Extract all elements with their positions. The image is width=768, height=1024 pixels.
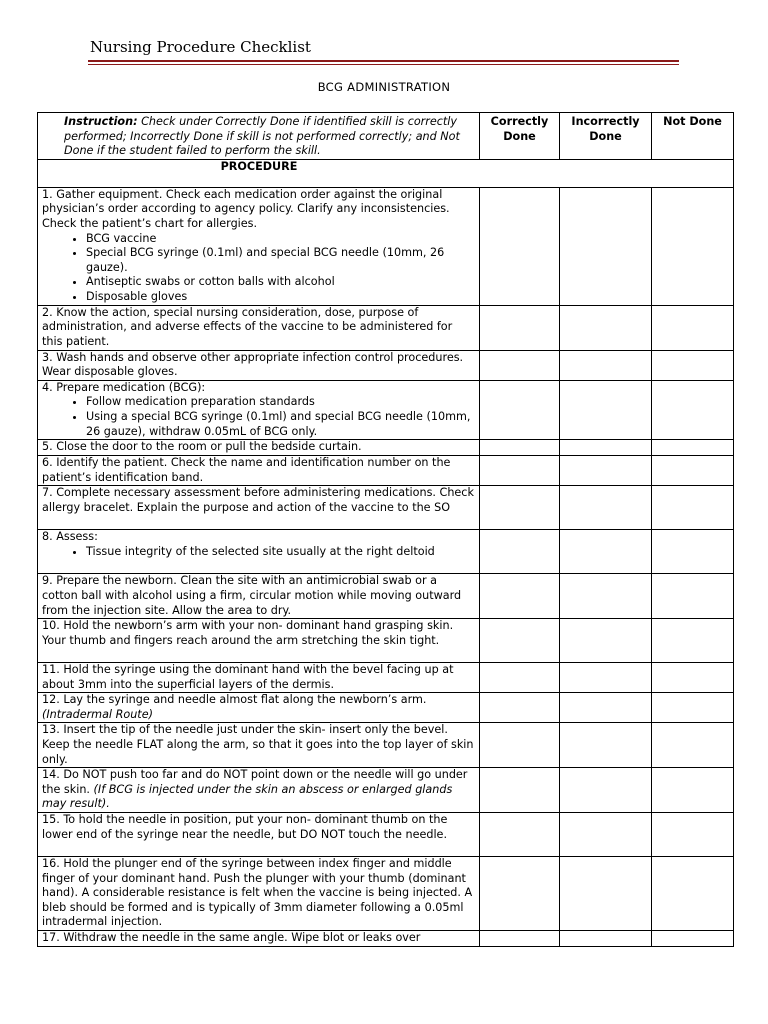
check-cell-correct[interactable] — [480, 663, 560, 693]
check-cell-correct[interactable] — [480, 693, 560, 723]
step-text: 8. Assess: • Tissue integrity of the selected site usually at the right deltoid — [38, 530, 480, 574]
check-cell-incorrect[interactable] — [560, 813, 652, 857]
step-row-5 — [38, 440, 734, 456]
step-text: 10. Hold the newborn’s arm with your non- dominant hand grasping skin. Your thumb and fingers reach around the arm stretching the skin tight. — [38, 619, 480, 663]
step-row-7 — [38, 486, 734, 530]
step-text: 17. Withdraw the needle in the same angle. Wipe blot or leaks over — [38, 931, 480, 947]
header-row — [38, 113, 734, 160]
step-text: 2. Know the action, special nursing consideration, dose, purpose of administration, and adverse effects of the vaccine to be administered for this patient. — [38, 305, 480, 350]
step-text: 16. Hold the plunger end of the syringe between index finger and middle finger of your dominant hand. Push the plunger with your thumb (dominant hand). A considerable resistance is felt when the vaccine is being injected. A bleb should be formed and is typically of 3mm diameter following a 0.05ml intradermal injection. — [38, 857, 480, 931]
check-cell-incorrect[interactable] — [560, 486, 652, 530]
check-cell-incorrect[interactable] — [560, 574, 652, 619]
col-correctly-done: Correctly Done — [480, 113, 560, 160]
instruction-text: Check under Correctly Done if identified skill is correctly performed; Incorrectly Done if skill is not performed correctly; and Not Done if the student failed to perform the skill. — [64, 115, 460, 158]
check-cell-not-done[interactable] — [652, 456, 734, 486]
check-cell-incorrect[interactable] — [560, 619, 652, 663]
step-text: 5. Close the door to the room or pull the bedside curtain. — [38, 440, 480, 456]
step-row-16 — [38, 857, 734, 931]
step-bullet: • Disposable gloves — [86, 290, 475, 305]
check-cell-not-done[interactable] — [652, 768, 734, 813]
check-cell-incorrect[interactable] — [560, 440, 652, 456]
step-row-3 — [38, 350, 734, 380]
check-cell-correct[interactable] — [480, 723, 560, 768]
check-cell-incorrect[interactable] — [560, 187, 652, 305]
step-row-8 — [38, 530, 734, 574]
check-cell-not-done[interactable] — [652, 693, 734, 723]
step-row-13 — [38, 723, 734, 768]
check-cell-incorrect[interactable] — [560, 350, 652, 380]
step-text: 1. Gather equipment. Check each medication order against the original physician’s order according to agency policy. Clarify any inconsistencies. Check the patient’s chart for allergies. • BCG vaccine • Special BCG syringe (0.1ml) and special BCG needle (10mm, 26 gauze). • Antiseptic swabs or cotton balls with alcohol • Disposable gloves — [38, 187, 480, 305]
step-text: 9. Prepare the newborn. Clean the site with an antimicrobial swab or a cotton ball with alcohol using a firm, circular motion while moving outward from the injection site. Allow the area to dry. — [38, 574, 480, 619]
step-bullet: • Antiseptic swabs or cotton balls with alcohol — [86, 275, 475, 290]
check-cell-correct[interactable] — [480, 486, 560, 530]
procedure-header-row — [38, 159, 734, 187]
step-bullet: • Using a special BCG syringe (0.1ml) and special BCG needle (10mm, 26 gauze), withdraw 0.05mL of BCG only. — [86, 410, 475, 439]
check-cell-incorrect[interactable] — [560, 768, 652, 813]
step-bullet: • Special BCG syringe (0.1ml) and special BCG needle (10mm, 26 gauze). — [86, 246, 475, 275]
instruction-label: Instruction: — [64, 115, 138, 128]
check-cell-correct[interactable] — [480, 619, 560, 663]
step-bullet: • BCG vaccine — [86, 232, 475, 247]
step-text: 12. Lay the syringe and needle almost flat along the newborn’s arm. (Intradermal Route) — [38, 693, 480, 723]
check-cell-correct[interactable] — [480, 187, 560, 305]
check-cell-not-done[interactable] — [652, 350, 734, 380]
check-cell-not-done[interactable] — [652, 380, 734, 439]
step-text: 6. Identify the patient. Check the name and identification number on the patient’s identification band. — [38, 456, 480, 486]
step-text: 13. Insert the tip of the needle just under the skin- insert only the bevel. Keep the needle FLAT along the arm, so that it goes into the top layer of skin only. — [38, 723, 480, 768]
check-cell-correct[interactable] — [480, 813, 560, 857]
procedure-header: PROCEDURE — [38, 159, 734, 187]
check-cell-incorrect[interactable] — [560, 931, 652, 947]
step-text: 14. Do NOT push too far and do NOT point down or the needle will go under the skin. (If BCG is injected under the skin an abscess or enlarged glands may result). — [38, 768, 480, 813]
check-cell-not-done[interactable] — [652, 530, 734, 574]
check-cell-incorrect[interactable] — [560, 723, 652, 768]
step-row-15 — [38, 813, 734, 857]
check-cell-correct[interactable] — [480, 931, 560, 947]
step-row-9 — [38, 574, 734, 619]
check-cell-not-done[interactable] — [652, 440, 734, 456]
title-rule — [88, 60, 679, 62]
step-text: 11. Hold the syringe using the dominant hand with the bevel facing up at about 3mm into the superficial layers of the dermis. — [38, 663, 480, 693]
check-cell-correct[interactable] — [480, 857, 560, 931]
check-cell-incorrect[interactable] — [560, 380, 652, 439]
check-cell-incorrect[interactable] — [560, 693, 652, 723]
check-cell-correct[interactable] — [480, 768, 560, 813]
check-cell-incorrect[interactable] — [560, 857, 652, 931]
check-cell-correct[interactable] — [480, 456, 560, 486]
check-cell-incorrect[interactable] — [560, 530, 652, 574]
check-cell-not-done[interactable] — [652, 663, 734, 693]
check-cell-not-done[interactable] — [652, 486, 734, 530]
title-rule-thin — [88, 64, 679, 65]
step-text: 3. Wash hands and observe other appropriate infection control procedures. Wear disposable gloves. — [38, 350, 480, 380]
check-cell-correct[interactable] — [480, 380, 560, 439]
step-bullet: • Tissue integrity of the selected site usually at the right deltoid — [86, 545, 475, 560]
col-incorrectly-done: Incorrectly Done — [560, 113, 652, 160]
check-cell-correct[interactable] — [480, 574, 560, 619]
step-text: 15. To hold the needle in position, put your non- dominant thumb on the lower end of the syringe near the needle, but DO NOT touch the needle. — [38, 813, 480, 857]
step-row-11 — [38, 663, 734, 693]
check-cell-not-done[interactable] — [652, 305, 734, 350]
step-row-4 — [38, 380, 734, 439]
step-row-14 — [38, 768, 734, 813]
step-text: 7. Complete necessary assessment before administering medications. Check allergy bracelet. Explain the purpose and action of the vaccine to the SO — [38, 486, 480, 530]
checklist-table — [37, 112, 734, 947]
check-cell-not-done[interactable] — [652, 723, 734, 768]
document-title: Nursing Procedure Checklist — [90, 38, 311, 56]
check-cell-not-done[interactable] — [652, 813, 734, 857]
checklist-subtitle: BCG ADMINISTRATION — [317, 80, 451, 94]
check-cell-not-done[interactable] — [652, 574, 734, 619]
step-row-12 — [38, 693, 734, 723]
check-cell-not-done[interactable] — [652, 931, 734, 947]
check-cell-correct[interactable] — [480, 350, 560, 380]
check-cell-incorrect[interactable] — [560, 305, 652, 350]
check-cell-not-done[interactable] — [652, 187, 734, 305]
check-cell-correct[interactable] — [480, 305, 560, 350]
check-cell-incorrect[interactable] — [560, 456, 652, 486]
col-not-done: Not Done — [652, 113, 734, 160]
check-cell-incorrect[interactable] — [560, 663, 652, 693]
check-cell-correct[interactable] — [480, 440, 560, 456]
step-text: 4. Prepare medication (BCG): • Follow medication preparation standards • Using a special BCG syringe (0.1ml) and special BCG needle (10mm, 26 gauze), withdraw 0.05mL of BCG only. — [38, 380, 480, 439]
check-cell-correct[interactable] — [480, 530, 560, 574]
step-row-6 — [38, 456, 734, 486]
instruction-cell — [38, 113, 480, 160]
step-row-10 — [38, 619, 734, 663]
step-row-1 — [38, 187, 734, 305]
step-row-17 — [38, 931, 734, 947]
check-cell-not-done[interactable] — [652, 619, 734, 663]
step-bullet: • Follow medication preparation standards — [86, 395, 475, 410]
step-row-2 — [38, 305, 734, 350]
check-cell-not-done[interactable] — [652, 857, 734, 931]
